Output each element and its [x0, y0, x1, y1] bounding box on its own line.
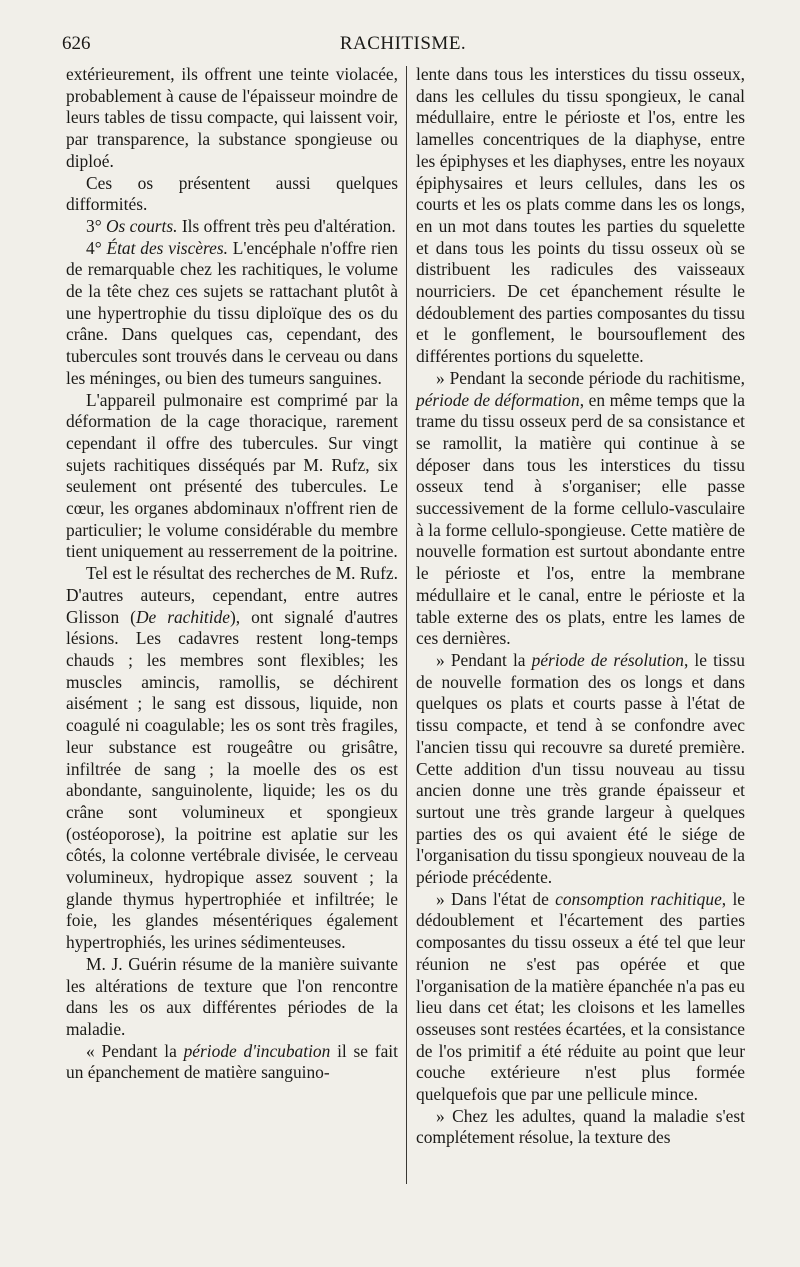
paragraph — [66, 173, 398, 216]
text-run: extérieurement, ils offrent une teinte violacée, probablement à cause de l'épaisseur moindre de leurs tables de tissu compacte, qui laissent voir, par transparence, la substance spongieuse ou diploé. — [66, 64, 398, 171]
left-column — [66, 64, 398, 1194]
text-run: , le tissu de nouvelle formation des os longs et dans quelques os plats et courts passe à l'état de tissu compacte, et tend à se confondre avec l'ancien tissu qui recouvre sa dureté première. Cette addition d'un tissu nouveau au tissu ancien donne une très grande épaisseur et surtout une très grande largeur à quelques parties des os qui avaient été le siége de l'organisation du tissu spongieux nouveau de la période précédente. — [416, 649, 745, 888]
text-run: » Pendant la — [436, 649, 532, 670]
text-run: M. J. Guérin résume de la manière suivante les altérations de texture que l'on rencontre dans les os aux différentes périodes de la maladie. — [66, 953, 398, 1039]
text-run: « Pendant la — [86, 1040, 184, 1061]
italic-text: période de déformation — [416, 389, 580, 410]
page-number: 626 — [62, 33, 91, 54]
paragraph — [66, 238, 398, 390]
text-run: L'appareil pulmonaire est comprimé par la déformation de la cage thoracique, rarement cependant il offre des tubercules. Sur vingt sujets rachitiques disséqués par M. Rufz, six seulement ont présenté des tubercules. Le cœur, les organes abdominaux n'offrent rien de particulier; le volume considérable du membre tient uniquement au resserrement de la poitrine. — [66, 389, 398, 562]
paragraph — [416, 889, 745, 1106]
text-run: , le dédoublement et l'écartement des parties composantes du tissu osseux a été tel que leur réunion ne s'est pas opérée et que l'organisation de la matière épanchée n'a pas eu lieu dans cet état; les cloisons et les lamelles osseuses sont restées écartées, et la consistance de l'os primitif a été réduite au point que leur couche extérieure n'est plus formée quelquefois que par une pellicule mince. — [416, 888, 745, 1105]
text-run: L'encéphale n'offre rien de remarquable chez les rachitiques, le volume de la tête chez ces sujets se rattachant plutôt à une hypertrophie du tissu diploïque des os du crâne. Dans quelques cas, cependant, des tubercules sont trouvés dans le cerveau ou dans les méninges, ou bien des tumeurs sanguines. — [66, 237, 399, 388]
text-run: , en même temps que la trame du tissu osseux perd de sa consistance et se ramollit, la matière qui continue à se déposer dans tous les interstices du tissu osseux tend à s'organiser; elle passe successivement de la forme cellulo-vasculaire à la forme cellulo-spongieuse. Cette matière de nouvelle formation est surtout abondante entre le périoste et l'os, entre la membrane médullaire et le canal, entre le périoste et la table externe des os plats, entre les lames de ces dernières. — [416, 389, 746, 649]
text-run: il se fait un épanchement de matière sanguino- — [66, 1040, 398, 1083]
paragraph — [416, 1106, 745, 1149]
column-divider — [406, 66, 407, 1184]
italic-text: période d'incubation — [183, 1040, 331, 1061]
paragraph — [66, 1041, 398, 1084]
paragraph — [416, 650, 745, 889]
text-run: Ils offrent très peu d'altération. — [177, 215, 396, 236]
right-column — [416, 64, 745, 1194]
text-run: » Dans l'état de — [436, 888, 556, 909]
text-run: » Chez les adultes, quand la maladie s'est complétement résolue, la texture des — [416, 1105, 745, 1148]
paragraph — [416, 64, 745, 368]
text-run: 4° — [86, 237, 107, 258]
page-header — [62, 33, 744, 61]
paragraph — [416, 368, 745, 650]
text-run: » Pendant la seconde période du rachitisme, — [436, 367, 745, 388]
italic-text: consomption rachitique — [555, 888, 722, 909]
text-run: Ces os présentent aussi quelques difformités. — [66, 172, 398, 215]
text-run: ), ont signalé d'autres lésions. Les cadavres restent long-temps chauds ; les membres sont flexibles; les muscles amincis, ramollis, se déchirent aisément ; le sang est dissous, liquide, non coagulé ni coagulable; les os sont très fragiles, leur substance est rougeâtre ou grisâtre, infiltrée de sang ; la moelle des os est abondante, sanguinolente, liquide; les os du crâne sont volumineux et spongieux (ostéoporose), la poitrine est aplatie sur les côtés, la colonne vertébrale divisée, le cerveau volumineux, hydropique assez souvent ; la glande thymus hypertrophiée et infiltrée; le foie, les glandes mésentériques également hypertrophiés, les urines sédimenteuses. — [66, 606, 398, 953]
running-head: RACHITISME. — [339, 33, 467, 54]
italic-text: De rachitide — [135, 606, 230, 627]
paragraph — [66, 390, 398, 564]
paragraph — [66, 216, 398, 238]
italic-text: État des viscères. — [106, 237, 228, 258]
text-run: 3° — [86, 215, 106, 236]
paragraph — [66, 64, 398, 173]
text-run: lente dans tous les interstices du tissu osseux, dans les cellules du tissu spongieux, le canal médullaire, entre le périoste et l'os, entre les lamelles concentriques de la diaphyse, entre les épiphyses et les diaphyses, entre les noyaux épiphysaires et leurs cellules, dans les os courts et les os plats comme dans les os longs, en un mot dans toutes les parties du squelette et dans tous les points du tissu osseux où se distribuent les radicules des vaisseaux nourriciers. De cet épanchement résulte le dédoublement des parties composantes du tissu et le gonflement, le boursouflement des différentes portions du squelette. — [416, 64, 745, 367]
text-run: Tel est le résultat des recherches de M. Rufz. D'autres auteurs, cependant, entre autres Glisson ( — [66, 563, 398, 627]
italic-text: période de résolution — [531, 649, 684, 670]
paragraph — [66, 954, 398, 1041]
italic-text: Os courts. — [106, 215, 178, 236]
paragraph — [66, 563, 398, 954]
